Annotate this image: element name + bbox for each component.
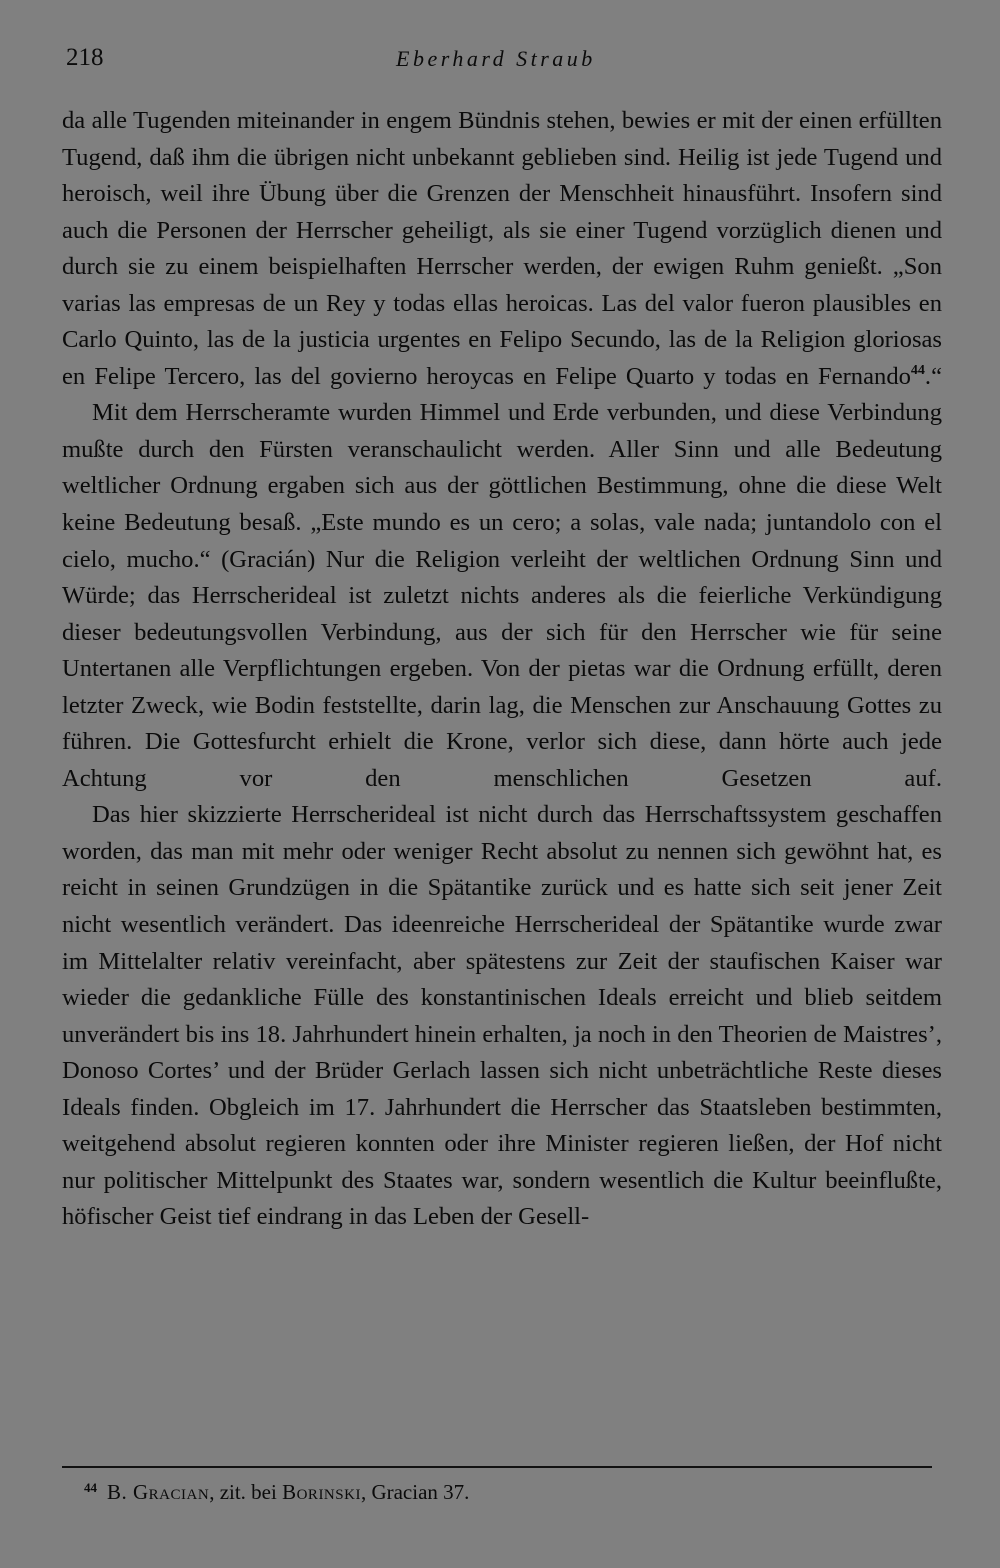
paragraph-1-text-end: .“	[924, 362, 942, 390]
paragraph-1-text: da alle Tugenden miteinander in engem Bündnis stehen, bewies er mit der einen erfüllten Tugend, daß ihm die übrigen nicht unbekannt geblieben sind. Heilig ist jede Tugend und heroisch, weil ihre Übung über die Grenzen der Menschheit hinausführt. Insofern sind auch die Personen der Herrscher geheiligt, als sie einer Tugend vorzüglich dienen und durch sie zu einem beispielhaften Herrscher werden, der ewigen Ruhm genießt. „Son varias las empresas de un Rey y todas ellas heroicas. Las del valor fueron plausibles en Carlo Quinto, las de la justicia urgentes en Felipo Secundo, las de la Religion gloriosas en Felipe Tercero, las del govierno heroycas en Felipe Quarto y todas en Fernando	[62, 107, 942, 390]
footnote-author-1: B. Gracian	[107, 1480, 210, 1504]
running-title: Eberhard Straub	[396, 46, 596, 71]
footnote-reference[interactable]: 44	[910, 362, 925, 378]
paragraph-1	[62, 103, 942, 395]
footnote-middle: , zit. bei	[209, 1480, 283, 1504]
body-text	[62, 103, 942, 1236]
footnote-author-2: Borinski	[282, 1480, 361, 1504]
footnote-mark: 44	[84, 1480, 97, 1495]
footnote-rule	[62, 1466, 932, 1468]
page-number: 218	[66, 44, 104, 71]
running-head	[66, 44, 930, 80]
paragraph-2: Mit dem Herrscheramte wurden Himmel und Erde verbunden, und diese Verbindung mußte durch den Fürsten veranschaulicht werden. Aller Sinn und alle Bedeutung weltlicher Ordnung ergaben sich aus der göttlichen Bestimmung, ohne die diese Welt keine Bedeutung besaß. „Este mundo es un cero; a solas, vale nada; juntandolo con el cielo, mucho.“ (Gracián) Nur die Religion verleiht der weltlichen Ordnung Sinn und Würde; das Herrscherideal ist zuletzt nichts anderes als die feierliche Verkündigung dieser bedeutungsvollen Verbindung, aus der sich für den Herrscher wie für seine Untertanen alle Verpflichtungen ergeben. Von der pietas war die Ordnung erfüllt, deren letzter Zweck, wie Bodin feststellte, darin lag, die Menschen zur Anschauung Gottes zu führen. Die Gottesfurcht erhielt die Krone, verlor sich diese, dann hörte auch jede Achtung vor den menschlichen Gesetzen auf.	[62, 399, 942, 792]
paragraph-3: Das hier skizzierte Herrscherideal ist nicht durch das Herrschaftssystem geschaffen worden, das man mit mehr oder weniger Recht absolut zu nennen sich gewöhnt hat, es reicht in seinen Grundzügen in die Spätantike zurück und es hatte sich seit jener Zeit nicht wesentlich verändert. Das ideenreiche Herrscherideal der Spätantike wurde zwar im Mittelalter relativ vereinfacht, aber spätestens zur Zeit der staufischen Kaiser war wieder die gedankliche Fülle des konstantinischen Ideals erreicht und blieb seitdem unverändert bis ins 18. Jahrhundert hinein erhalten, ja noch in den Theorien de Maistres’, Donoso Cortes’ und der Brüder Gerlach lassen sich nicht unbeträchtliche Reste dieses Ideals finden. Obgleich im 17. Jahrhundert die Herrscher das Staatsleben bestimmten, weitgehend absolut regieren konnten oder ihre Minister regieren ließen, der Hof nicht nur politischer Mittelpunkt des Staates war, sondern wesentlich die Kultur beeinflußte, höfischer Geist tief eindrang in das Leben der Gesell-	[62, 801, 942, 1231]
footnote	[84, 1480, 932, 1505]
footnote-rest: , Gracian 37.	[360, 1480, 470, 1504]
